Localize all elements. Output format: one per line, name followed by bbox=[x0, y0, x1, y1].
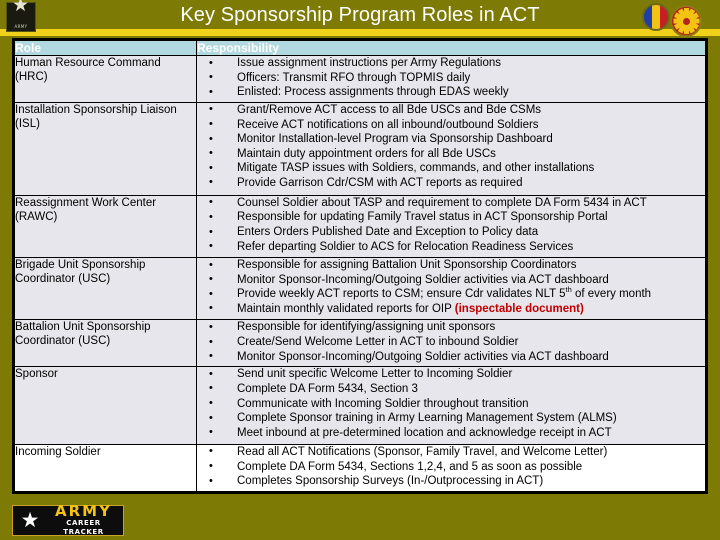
column-header-role: Role bbox=[15, 41, 197, 56]
list-item: • Issue assignment instructions per Army Regulations bbox=[197, 56, 705, 71]
list-item: • Provide Garrison Cdr/CSM with ACT reports as required bbox=[197, 176, 705, 191]
table-row bbox=[15, 444, 706, 491]
army-career-tracker-logo bbox=[12, 502, 124, 536]
list-item: • Responsible for updating Family Travel status in ACT Sponsorship Portal bbox=[197, 210, 705, 225]
responsibility-cell bbox=[197, 367, 706, 445]
role-cell: Sponsor bbox=[15, 367, 197, 445]
page-title: Key Sponsorship Program Roles in ACT bbox=[180, 4, 540, 26]
list-item: • Receive ACT notifications on all inbound/outbound Soldiers bbox=[197, 118, 705, 133]
emblem-group bbox=[638, 1, 716, 41]
list-item: • Officers: Transmit RFO through TOPMIS daily bbox=[197, 71, 705, 86]
list-item: • Communicate with Incoming Soldier throughout transition bbox=[197, 397, 705, 412]
tricolor-roundel-icon bbox=[642, 3, 670, 31]
list-item: • Monitor Installation-level Program via Sponsorship Dashboard bbox=[197, 132, 705, 147]
responsibility-cell bbox=[197, 102, 706, 195]
list-item: • Monitor Sponsor-Incoming/Outgoing Soldier activities via ACT dashboard bbox=[197, 350, 705, 365]
responsibility-list bbox=[197, 445, 705, 489]
list-item: • Meet inbound at pre-determined location and acknowledge receipt in ACT bbox=[197, 426, 705, 441]
responsibility-list bbox=[197, 320, 705, 364]
list-item: • Complete Sponsor training in Army Learning Management System (ALMS) bbox=[197, 411, 705, 426]
list-item: • Monitor Sponsor-Incoming/Outgoing Soldier activities via ACT dashboard bbox=[197, 273, 705, 288]
role-cell: Human Resource Command (HRC) bbox=[15, 56, 197, 103]
table-body bbox=[15, 56, 706, 492]
list-item: • Send unit specific Welcome Letter to Incoming Soldier bbox=[197, 367, 705, 382]
list-item: • Grant/Remove ACT access to all Bde USCs and Bde CSMs bbox=[197, 103, 705, 118]
logo-line-1: ARMY bbox=[55, 502, 112, 520]
logo-line-2: CAREER TRACKER bbox=[63, 519, 104, 536]
list-item: • Complete DA Form 5434, Sections 1,2,4, and 5 as soon as possible bbox=[197, 460, 705, 475]
banner-accent-rule bbox=[0, 29, 720, 36]
list-item: • Mitigate TASP issues with Soldiers, commands, and other installations bbox=[197, 161, 705, 176]
role-cell: Battalion Unit Sponsorship Coordinator (USC) bbox=[15, 320, 197, 367]
column-header-responsibility: Responsibility bbox=[197, 41, 706, 56]
army-logo-label: ARMY bbox=[14, 24, 28, 29]
role-cell: Reassignment Work Center (RAWC) bbox=[15, 195, 197, 257]
responsibility-list bbox=[197, 103, 705, 191]
responsibility-list bbox=[197, 258, 705, 316]
responsibility-cell bbox=[197, 320, 706, 367]
list-item: • Responsible for assigning Battalion Unit Sponsorship Coordinators bbox=[197, 258, 705, 273]
list-item: • Complete DA Form 5434, Section 3 bbox=[197, 382, 705, 397]
table-row bbox=[15, 56, 706, 103]
list-item: • Read all ACT Notifications (Sponsor, Family Travel, and Welcome Letter) bbox=[197, 445, 705, 460]
list-item: • Completes Sponsorship Surveys (In-/Outprocessing in ACT) bbox=[197, 474, 705, 489]
responsibility-list bbox=[197, 56, 705, 100]
table-row bbox=[15, 258, 706, 320]
logo-text bbox=[47, 504, 123, 537]
responsibility-cell bbox=[197, 258, 706, 320]
responsibility-list bbox=[197, 367, 705, 440]
list-item: • Enlisted: Process assignments through EDAS weekly bbox=[197, 85, 705, 100]
list-item: • Enters Orders Published Date and Exception to Policy data bbox=[197, 225, 705, 240]
table-row bbox=[15, 102, 706, 195]
list-item: • Create/Send Welcome Letter in ACT to inbound Soldier bbox=[197, 335, 705, 350]
title-banner bbox=[0, 0, 720, 36]
table-row bbox=[15, 195, 706, 257]
responsibility-cell bbox=[197, 195, 706, 257]
inspectable-document-annotation: (inspectable document) bbox=[454, 302, 584, 315]
list-item: • Refer departing Soldier to ACS for Relocation Readiness Services bbox=[197, 240, 705, 255]
list-item: • Counsel Soldier about TASP and requirement to complete DA Form 5434 in ACT bbox=[197, 196, 705, 211]
responsibility-cell bbox=[197, 444, 706, 491]
role-cell: Incoming Soldier bbox=[15, 444, 197, 491]
star-icon: ★ bbox=[20, 509, 40, 532]
starburst-roundel-icon bbox=[670, 5, 702, 37]
list-item: • Provide weekly ACT reports to CSM; ensure Cdr validates NLT 5th of every month bbox=[197, 287, 705, 302]
table-header bbox=[15, 41, 706, 56]
roles-table bbox=[14, 40, 706, 492]
list-item: • Responsible for identifying/assigning unit sponsors bbox=[197, 320, 705, 335]
role-cell: Installation Sponsorship Liaison (ISL) bbox=[15, 102, 197, 195]
table-row bbox=[15, 367, 706, 445]
responsibility-list bbox=[197, 196, 705, 254]
header-row bbox=[15, 41, 706, 56]
army-star-icon bbox=[6, 2, 36, 32]
role-cell: Brigade Unit Sponsorship Coordinator (USC) bbox=[15, 258, 197, 320]
roles-table-frame bbox=[12, 38, 708, 494]
list-item: • Maintain duty appointment orders for all Bde USCs bbox=[197, 147, 705, 162]
list-item: • Maintain monthly validated reports for OIP (inspectable document) bbox=[197, 302, 705, 317]
table-row bbox=[15, 320, 706, 367]
responsibility-cell bbox=[197, 56, 706, 103]
